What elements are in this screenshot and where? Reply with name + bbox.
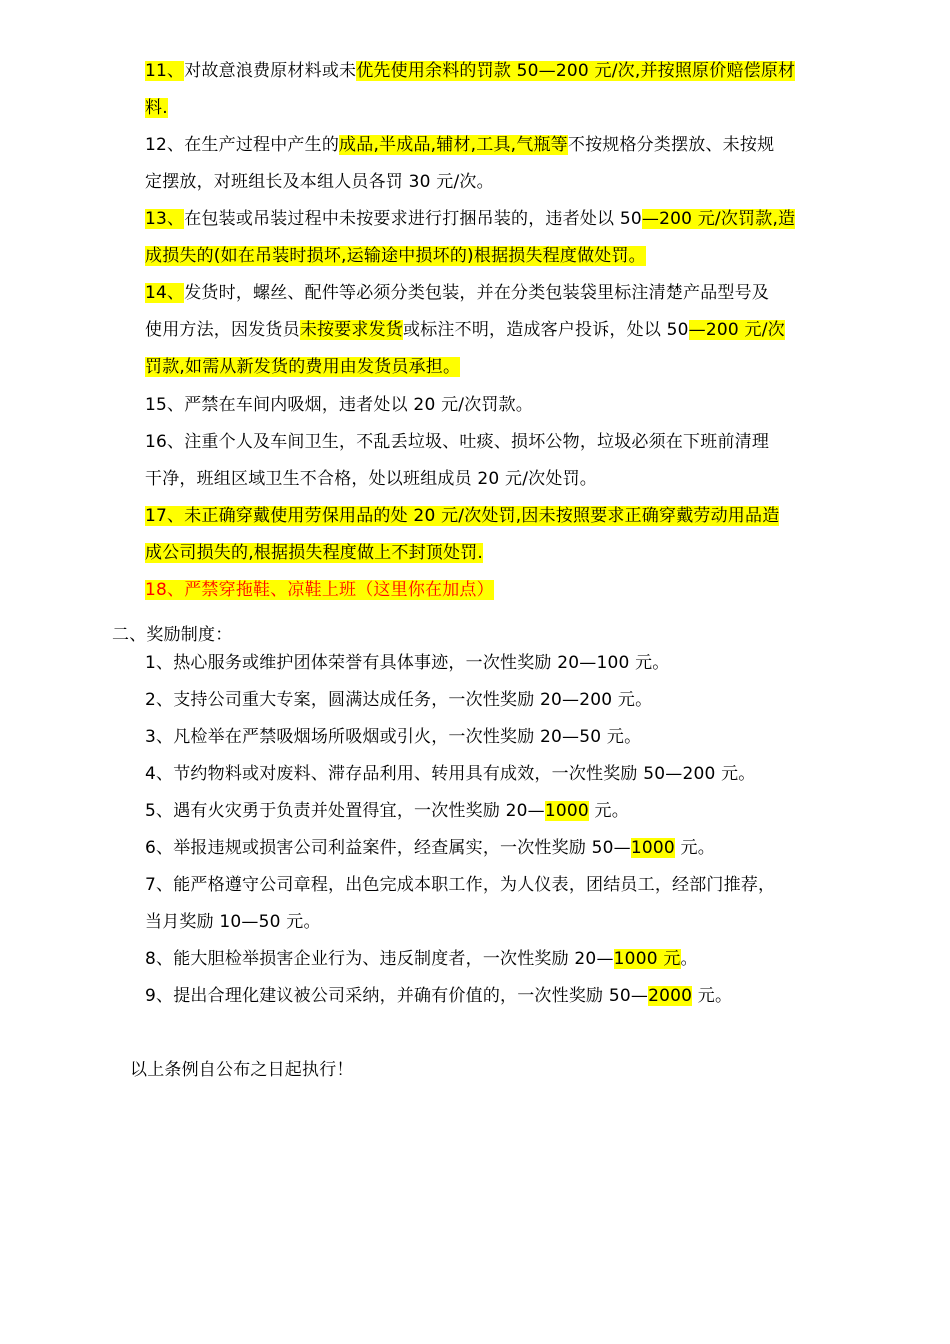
- text-segment: 5、遇有火灾勇于负责并处置得宜，一次性奖励 20—: [145, 801, 545, 821]
- text-segment: 使用方法，因发货员: [145, 320, 300, 340]
- text-segment: 3、凡检举在严禁吸烟场所吸烟或引火，一次性奖励 20—50 元。: [145, 727, 642, 747]
- penalty-rule-line: [145, 392, 533, 418]
- penalty-rule-line: [145, 429, 769, 455]
- highlighted-text: 未按要求发货: [299, 320, 404, 340]
- text-segment: 或标注不明，造成客户投诉，处以 50: [403, 320, 689, 340]
- text-segment: 。: [680, 949, 698, 969]
- reward-rule-line: [145, 650, 670, 676]
- penalty-rule-line: [145, 169, 494, 195]
- reward-rule-line: [145, 872, 775, 898]
- closing-statement: 以上条例自公布之日起执行！: [130, 1060, 354, 1080]
- text-segment: 在包装或吊装过程中未按要求进行打捆吊装的，违者处以 50: [184, 209, 642, 229]
- text-segment: 7、能严格遵守公司章程，出色完成本职工作，为人仪表，团结员工，经部门推荐，: [145, 875, 776, 895]
- reward-rule-line: [145, 835, 715, 861]
- penalty-rule-line: [145, 503, 779, 529]
- penalty-rule-line: [145, 280, 769, 306]
- reward-rule-line: [145, 724, 641, 750]
- penalty-rule-line: [145, 466, 597, 492]
- reward-heading: 二、奖励制度：: [112, 625, 233, 645]
- penalty-rule-line: [145, 317, 785, 343]
- highlighted-text: 成品,半成品,辅材,工具,气瓶等: [339, 135, 568, 155]
- highlighted-text: —200 元/次罚款,造: [641, 209, 796, 229]
- penalty-rule-line: [145, 577, 494, 603]
- text-segment: 当月奖励 10—50 元。: [145, 912, 321, 932]
- penalty-rule-line: [145, 540, 483, 566]
- text-segment: 6、举报违规或损害公司利益案件，经查属实，一次性奖励 50—: [145, 838, 631, 858]
- highlighted-text: 2000: [648, 986, 693, 1006]
- highlighted-text: 成损失的(如在吊装时损坏,运输途中损坏的)根据损失程度做处罚。: [145, 246, 646, 266]
- penalty-rule-line: [145, 206, 795, 232]
- highlighted-text: 11、: [145, 61, 185, 81]
- highlighted-text: 14、: [145, 283, 185, 303]
- highlighted-text: 优先使用余料的罚款 50—200 元/次,并按照原价赔偿原材: [356, 61, 796, 81]
- penalty-rule-line: [145, 243, 646, 269]
- reward-rule-line: [145, 761, 756, 787]
- text-segment: 元。: [588, 801, 629, 821]
- reward-rule-line: [145, 909, 321, 935]
- text-segment: 元。: [674, 838, 715, 858]
- penalty-rule-line: [145, 132, 774, 158]
- text-segment: 8、能大胆检举损害企业行为、违反制度者，一次性奖励 20—: [145, 949, 614, 969]
- highlighted-text: 1000: [630, 838, 675, 858]
- reward-rule-line: [145, 687, 652, 713]
- text-segment: 15、严禁在车间内吸烟，违者处以 20 元/次罚款。: [145, 395, 533, 415]
- text-segment: 元。: [692, 986, 733, 1006]
- text-segment: 2、支持公司重大专案，圆满达成任务，一次性奖励 20—200 元。: [145, 690, 653, 710]
- text-segment: 4、节约物料或对废料、滞存品利用、转用具有成效，一次性奖励 50—200 元。: [145, 764, 756, 784]
- text-segment: 1、热心服务或维护团体荣誉有具体事迹，一次性奖励 20—100 元。: [145, 653, 670, 673]
- text-segment: 对故意浪费原材料或未: [184, 61, 357, 81]
- highlighted-text: 料.: [145, 98, 168, 118]
- text-segment: 12、在生产过程中产生的: [145, 135, 340, 155]
- reward-rule-line: [145, 798, 629, 824]
- text-segment: 定摆放，对班组长及本组人员各罚 30 元/次。: [145, 172, 494, 192]
- highlighted-text: 成公司损失的,根据损失程度做上不封顶处罚.: [145, 543, 484, 563]
- text-segment: 不按规格分类摆放、未按规: [567, 135, 775, 155]
- text-segment: 干净，班组区域卫生不合格，处以班组成员 20 元/次处罚。: [145, 469, 597, 489]
- text-segment: 9、提出合理化建议被公司采纳，并确有价值的，一次性奖励 50—: [145, 986, 649, 1006]
- text-segment: 16、注重个人及车间卫生，不乱丢垃圾、吐痰、损坏公物，垃圾必须在下班前清理: [145, 432, 770, 452]
- highlighted-text: 1000: [544, 801, 589, 821]
- highlighted-text: 1000 元: [613, 949, 681, 969]
- highlighted-text: —200 元/次: [688, 320, 785, 340]
- reward-rule-line: [145, 946, 698, 972]
- highlighted-text: 17、未正确穿戴使用劳保用品的处 20 元/次处罚,因未按照要求正确穿戴劳动用品造: [145, 506, 780, 526]
- highlighted-text: 罚款,如需从新发货的费用由发货员承担。: [145, 357, 461, 377]
- text-segment: 发货时，螺丝、配件等必须分类包装，并在分类包装袋里标注清楚产品型号及: [184, 283, 770, 303]
- penalty-rule-line: [145, 95, 168, 121]
- highlighted-text: 18、严禁穿拖鞋、凉鞋上班（这里你在加点）: [145, 580, 494, 600]
- highlighted-text: 13、: [145, 209, 185, 229]
- penalty-rule-line: [145, 354, 460, 380]
- reward-rule-line: [145, 983, 732, 1009]
- penalty-rule-line: [145, 58, 795, 84]
